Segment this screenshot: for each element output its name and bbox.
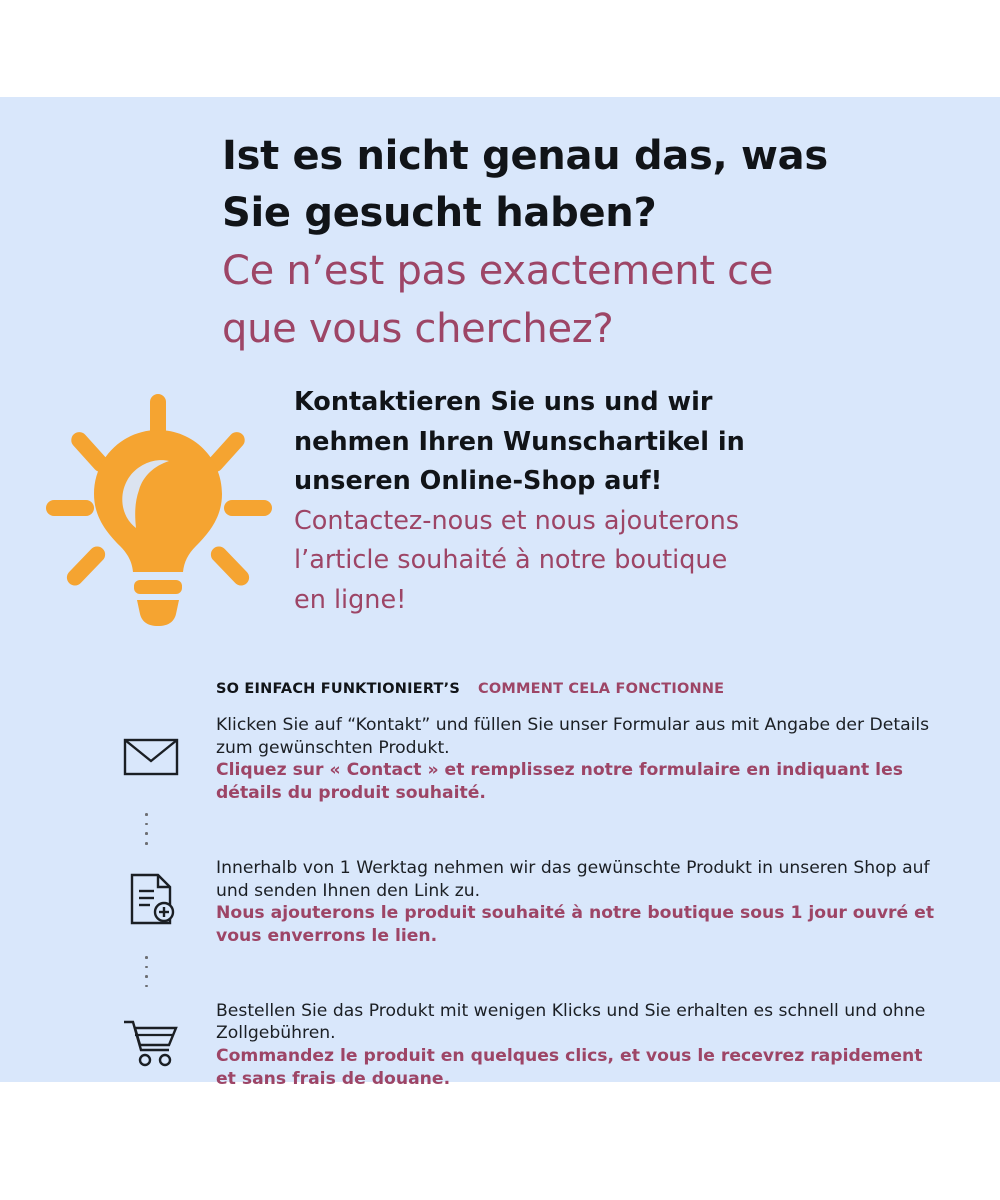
subtext-de-line3: unseren Online-Shop auf! [294, 466, 663, 497]
headline-fr-line2: que vous cherchez? [222, 305, 614, 352]
howto-steps [120, 710, 940, 1090]
subtext-de-line1: Kontaktieren Sie uns und wir [294, 387, 713, 417]
howto-heading-fr: COMMENT CELA FONCTIONNE [478, 681, 725, 697]
step-fr: Nous ajouterons le produit souhaité à notre boutique sous 1 jour ouvré et vous enverrons le lien. [216, 903, 935, 946]
step-connector [145, 948, 940, 996]
subtext-fr-line3: en ligne! [294, 584, 407, 615]
headline-de-line2: Sie gesucht haben? [222, 189, 657, 236]
step-text [216, 996, 940, 1091]
subtext-fr-line1: Contactez-nous et nous ajouterons [294, 505, 740, 536]
headline-de-line1: Ist es nicht genau das, was [222, 133, 828, 179]
list-item [120, 996, 940, 1091]
page-title [222, 128, 922, 358]
envelope-icon [120, 728, 182, 784]
document-add-icon [120, 871, 182, 927]
list-item [120, 710, 940, 805]
subtext-fr-line2: l’article souhaité à notre boutique [294, 545, 728, 576]
step-de: Innerhalb von 1 Werktag nehmen wir das gewünschte Produkt in unseren Shop auf und senden Ihnen den Link zu. [216, 857, 930, 901]
headline-fr-line1: Ce n’est pas exactement ce [222, 247, 774, 294]
step-text [216, 853, 940, 948]
step-connector [145, 805, 940, 853]
step-de: Klicken Sie auf “Kontakt” und füllen Sie unser Formular aus mit Angabe der Details zum gewünschten Produkt. [216, 715, 930, 758]
howto-heading [216, 681, 724, 697]
step-fr: Cliquez sur « Contact » et remplissez notre formulaire en indiquant les détails du produit souhaité. [216, 760, 903, 804]
howto-heading-de: SO EINFACH FUNKTIONIERT’S [216, 681, 460, 697]
step-fr: Commandez le produit en quelques clics, et vous le recevrez rapidement et sans frais de douane. [216, 1046, 923, 1089]
shopping-cart-icon [120, 1014, 182, 1070]
promo-subtext [294, 383, 894, 620]
lightbulb-icon [38, 382, 274, 632]
list-item [120, 853, 940, 948]
step-text [216, 710, 940, 805]
step-de: Bestellen Sie das Produkt mit wenigen Klicks und Sie erhalten es schnell und ohne Zollgebühren. [216, 1000, 926, 1044]
subtext-de-line2: nehmen Ihren Wunschartikel in [294, 426, 745, 457]
